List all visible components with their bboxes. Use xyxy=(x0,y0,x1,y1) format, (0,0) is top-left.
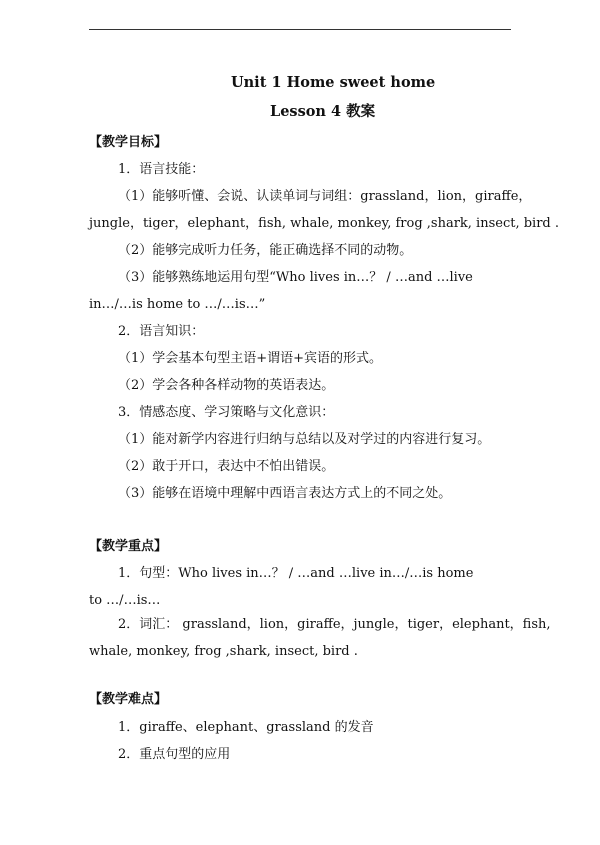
objectives-heading: 【教学目标】 xyxy=(89,135,168,150)
attitude-item-2: （2）敢于开口，表达中不怕出错误。 xyxy=(118,459,335,474)
document-title: Unit 1 Home sweet home xyxy=(231,74,436,91)
skills-item-3a: （3）能够熟练地运用句型“Who lives in…？ / …and …live xyxy=(118,270,473,285)
difficulties-heading: 【教学难点】 xyxy=(89,692,168,707)
lesson-title: Lesson 4 教案 xyxy=(270,103,376,120)
difficulties-item-2: 2．重点句型的应用 xyxy=(118,747,231,762)
skills-item-2: （2）能够完成听力任务，能正确选择不同的动物。 xyxy=(118,243,413,258)
difficulties-item-1: 1．giraffe、elephant、grassland 的发音 xyxy=(118,720,374,735)
skills-title: 1．语言技能： xyxy=(118,162,205,177)
key-points-item-2b: whale, monkey, frog ,shark, insect, bird . xyxy=(89,644,358,659)
knowledge-item-2: （2）学会各种各样动物的英语表达。 xyxy=(118,378,335,393)
key-points-item-1b: to …/…is… xyxy=(89,593,161,608)
key-points-item-1a: 1．句型：Who lives in…？ / …and …live in…/…is home xyxy=(118,566,474,581)
knowledge-title: 2．语言知识： xyxy=(118,324,205,339)
key-points-heading: 【教学重点】 xyxy=(89,539,168,554)
skills-item-1a: （1）能够听懂、会说、认读单词与词组：grassland，lion，giraffe， xyxy=(118,189,532,204)
attitude-item-3: （3）能够在语境中理解中西语言表达方式上的不同之处。 xyxy=(118,486,452,501)
header-rule xyxy=(89,29,511,30)
attitude-title: 3．情感态度、学习策略与文化意识： xyxy=(118,405,335,420)
skills-item-1b: jungle，tiger，elephant，fish, whale, monkey, frog ,shark, insect, bird . xyxy=(89,216,560,231)
attitude-item-1: （1）能对新学内容进行归纳与总结以及对学过的内容进行复习。 xyxy=(118,432,491,447)
knowledge-item-1: （1）学会基本句型主语+谓语+宾语的形式。 xyxy=(118,351,383,366)
key-points-item-2a: 2．词汇： grassland，lion，giraffe，jungle，tiger，elephant，fish, xyxy=(118,617,551,632)
skills-item-3b: in…/…is home to …/…is…” xyxy=(89,297,266,312)
